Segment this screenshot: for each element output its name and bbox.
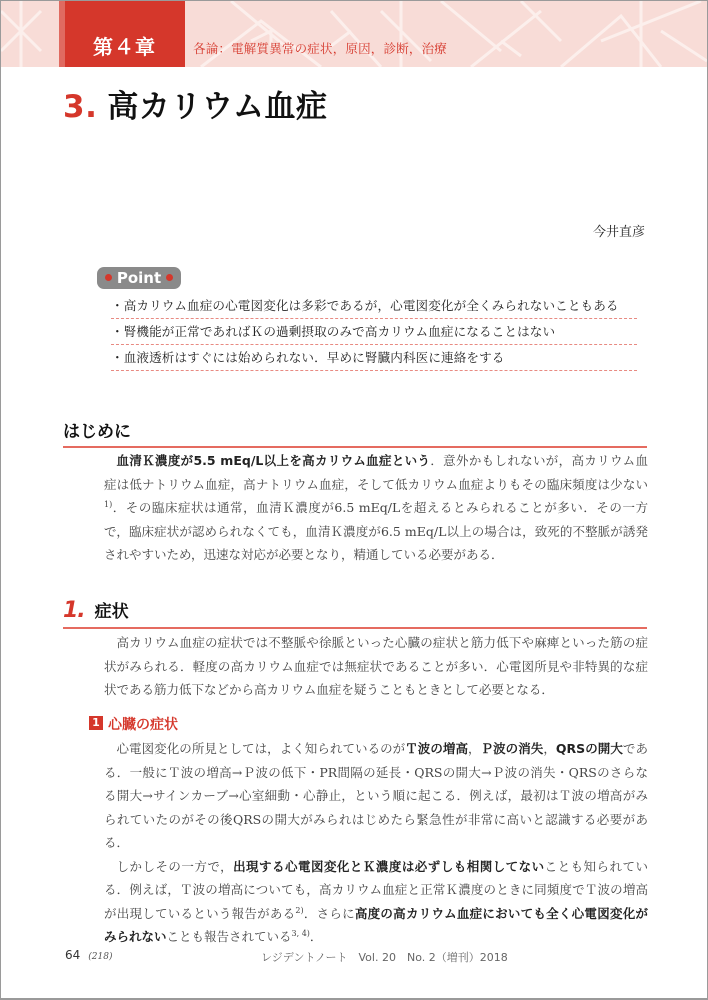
symptoms-paragraph [104,631,648,702]
intro-paragraph [104,449,648,567]
section-heading-symptoms [63,597,647,629]
bullet-dot-icon [105,274,112,281]
point-item: ・腎機能が正常であればＫの過剰摂取のみで高カリウム血症になることはない [111,319,637,345]
article-number: 3. [63,89,98,125]
article-title [63,81,328,126]
body-text: ことも報告されている [166,929,292,944]
body-text: ことも知られている．例えば，Ｔ波の増高についても，高カリウム血症と正常Ｋ濃度のときに同頻度でＴ波の増高が出現しているという報告がある [104,858,648,921]
section-heading-text: 症状 [94,602,129,622]
body-text: ， [543,741,556,756]
point-badge [97,267,181,289]
body-text: である．一般にＴ波の増高→Ｐ波の低下・PR間隔の延長・QRSの開大→Ｐ波の消失・QRSのさらなる開大→サインカーブ→心室細動・心静止，という順に起こる．例えば，最初はＴ波の増高がみられていたのがその後QRSの開大がみられはじめたら緊急性が非常に高いと認識する必要がある． [104,741,648,850]
page-footer [65,948,508,964]
body-text: 心電図変化の所見としては，よく知られているのが [116,741,406,756]
article-title-text: 高カリウム血症 [107,89,328,125]
original-page-number: (218) [88,952,113,962]
chapter-label: 第４章 [93,35,156,59]
intro-bold-lead: 血清Ｋ濃度が5.5 mEq/L以上を高カリウム血症という [116,453,431,468]
body-text: しかしその一方で， [116,858,234,874]
symptoms-text: 高カリウム血症の症状では不整脈や徐脈といった心臓の症状と筋力低下や麻痺といった筋の症状がみられる．軽度の高カリウム血症では無症状であることが多い．心電図所見や非特異的な症状である筋力低下などから高カリウム血症を疑うこともときとして必要となる． [104,635,648,697]
chapter-subtitle: 各論：電解質異常の症状，原因，診断，治療 [193,41,448,56]
bold-term: QRSの開大 [555,741,623,756]
page-number: 64 [65,948,81,962]
bold-term: 出現する心電図変化とＫ濃度は必ずしも相関してない [233,858,545,874]
body-text: ．さらに [303,905,355,921]
reference-marker: 1) [104,499,113,509]
body-text: ， [468,741,481,756]
point-item: ・高カリウム血症の心電図変化は多彩であるが，心電図変化が全くみられないこともある [111,293,637,319]
point-list [111,293,637,371]
point-item: ・血液透析はすぐには始められない．早めに腎臓内科医に連絡をする [111,345,637,371]
subsection-number-icon: 1 [89,716,103,730]
subsection-heading [89,714,178,734]
chapter-header-band [1,1,707,67]
intro-text: ．その臨床症状は通常，血清Ｋ濃度が6.5 mEq/Lを超えるとみられることが多い．その一方で，臨床症状が認められなくても，血清Ｋ濃度が6.5 mEq/L以上の場合は，致死的不整脈が誘発されやすいため，迅速な対応が必要となり，精通している必要がある． [104,500,648,562]
intro-heading-text: はじめに [63,422,131,442]
bold-term: 高度の高カリウム血症においても全く心電図変化がみられない [104,905,648,944]
section-number: 1. [63,598,85,623]
chapter-box [59,1,185,67]
bold-term: Ｔ波の増高 [405,741,469,756]
bullet-dot-icon [166,274,173,281]
body-text: ． [309,929,323,944]
intro-text: ．意外かもしれないが，高カリウム血症は低ナトリウム血症，高ナトリウム血症，そして低カリウム血症よりもその臨床頻度は少ない [104,453,648,492]
subsection-heading-text: 心臓の症状 [108,717,178,733]
reference-marker: 3, 4) [291,928,310,938]
section-heading-intro [63,417,647,448]
author-name: 今井直彦 [592,225,645,240]
cardiac-paragraphs [104,737,648,949]
bold-term: Ｐ波の消失 [480,741,544,756]
reference-marker: 2) [295,905,304,915]
journal-citation: レジデントノート Vol. 20 No. 2（増刊）2018 [261,951,508,964]
point-badge-label: Point [116,269,162,287]
